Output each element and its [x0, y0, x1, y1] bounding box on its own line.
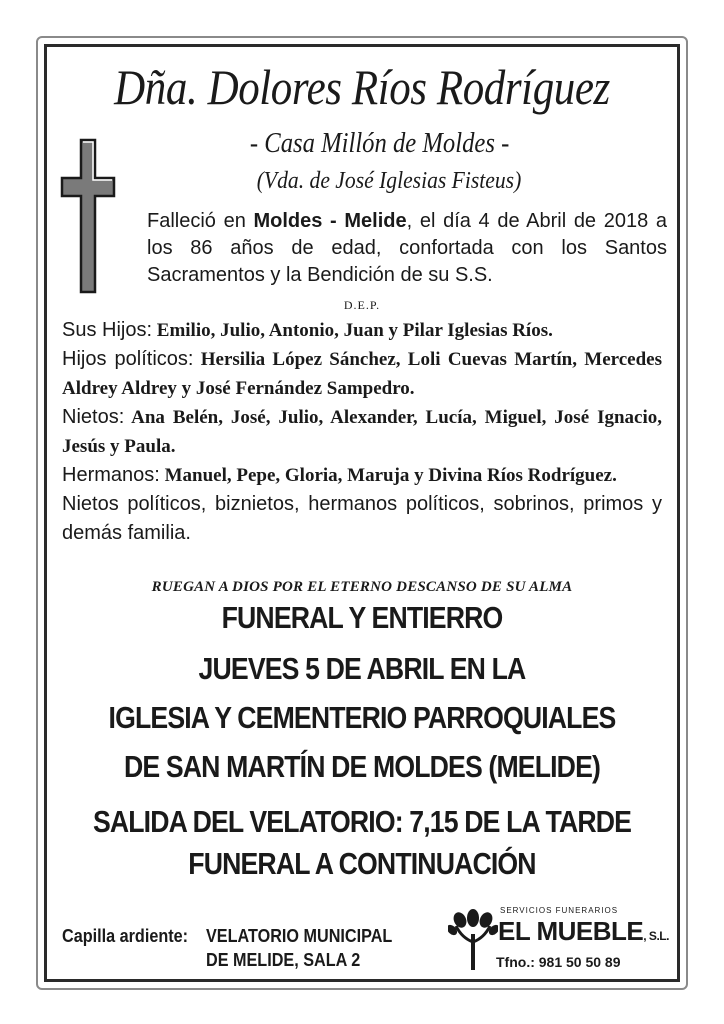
- siblings-line: Hermanos: Manuel, Pepe, Gloria, Maruja y Divina Ríos Rodríguez.: [62, 464, 617, 486]
- ceremony-line: FUNERAL Y ENTIERRO: [221, 600, 503, 635]
- wake-location: [62, 924, 404, 972]
- intro-text: Falleció en: [147, 210, 254, 232]
- cross-icon: [60, 138, 116, 294]
- brand-name: EL MUEBLE, S.L.: [498, 916, 669, 946]
- in-laws-line: Hijos políticos: Hersilia López Sánchez, Loli Cuevas Martín, Mercedes Aldrey Aldrey y José Fernández Sampedro.: [62, 348, 662, 399]
- ceremony-line: SALIDA DEL VELATORIO: 7,15 DE LA TARDE: [92, 804, 632, 839]
- death-notice: [147, 208, 667, 289]
- house-name: - Casa Millón de Moldes -: [249, 128, 510, 159]
- wake-place-line2: DE MELIDE, SALA 2: [206, 950, 361, 970]
- ceremony-line: DE SAN MARTÍN DE MOLDES (MELIDE): [123, 749, 601, 784]
- death-place: Moldes - Melide: [253, 210, 407, 232]
- funeral-home-logo: [448, 906, 678, 976]
- ceremony-line: IGLESIA Y CEMENTERIO PARROQUIALES: [108, 700, 616, 735]
- funeral-services-label: SERVICIOS FUNERARIOS: [500, 906, 619, 915]
- wake-label: Capilla ardiente:: [62, 926, 189, 946]
- children-line: Sus Hijos: Emilio, Julio, Antonio, Juan y Pilar Iglesias Ríos.: [62, 319, 553, 341]
- phone-number: Tfno.: 981 50 50 89: [496, 954, 621, 970]
- ceremony-line: JUEVES 5 DE ABRIL EN LA: [198, 651, 526, 686]
- intro-text-rest: , el día 4 de Abril de 2018 a los 86 años de edad, confortada con los Santos Sacramentos y la Bendición de su S.S.: [147, 210, 668, 286]
- deceased-name: Dña. Dolores Ríos Rodríguez: [114, 59, 610, 115]
- dep-label: D.E.P.: [343, 298, 381, 312]
- family-list: [62, 316, 662, 548]
- grandchildren-line: Nietos: Ana Belén, José, Julio, Alexander, Lucía, Miguel, José Ignacio, Jesús y Paula.: [62, 406, 662, 457]
- prayer-request: RUEGAN A DIOS POR EL ETERNO DESCANSO DE SU ALMA: [151, 579, 573, 595]
- tree-icon: [448, 908, 498, 972]
- widow-of: (Vda. de José Iglesias Fisteus): [256, 168, 522, 194]
- ceremony-line: FUNERAL A CONTINUACIÓN: [188, 846, 536, 881]
- wake-place-line1: VELATORIO MUNICIPAL: [206, 926, 393, 946]
- other-relatives-line: Nietos políticos, biznietos, hermanos políticos, sobrinos, primos y demás familia.: [62, 493, 662, 544]
